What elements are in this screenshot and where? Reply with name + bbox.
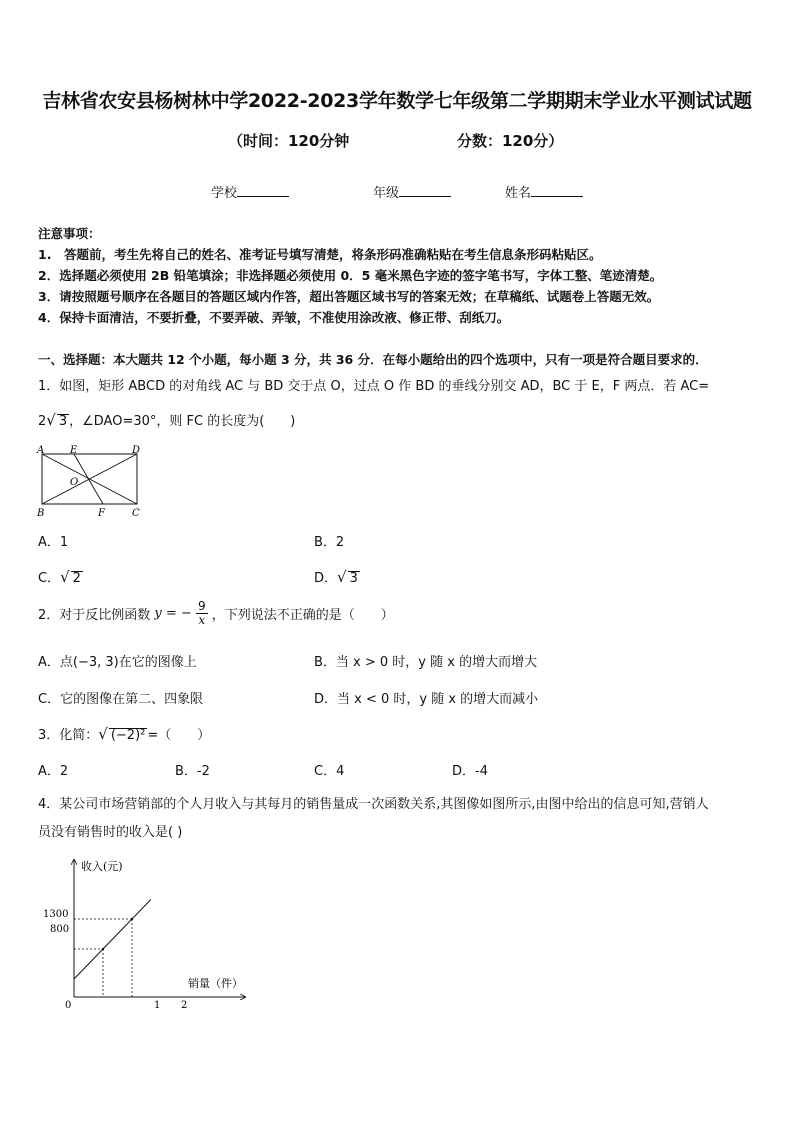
q3-stem-text: 3．化简： (38, 728, 99, 743)
q4-stem-line2: 员没有销售时的收入是( ) (38, 825, 183, 840)
q1-stem-line2 (38, 410, 295, 429)
sqrt-icon: √ (46, 411, 56, 429)
q1-option-c-label: C． (38, 571, 61, 586)
y-axis-label: 收入(元) (81, 860, 123, 873)
q2-option-d[interactable]: D．当 x < 0 时，y 随 x 的增大而减小 (314, 692, 539, 707)
exam-score: 分数：120分） (457, 132, 564, 150)
x-tick-label: 1 (154, 1000, 161, 1011)
label-a: A (37, 445, 45, 456)
q3-option-d[interactable]: D．-4 (452, 764, 488, 779)
sqrt-icon: √ (60, 568, 70, 586)
note-item: 3．请按照题号顺序在各题目的答题区域内作答，超出答题区域书写的答案无效；在草稿纸、试题卷上答题无效。 (38, 289, 660, 304)
name-field[interactable] (505, 182, 583, 201)
y-tick-label: 800 (50, 924, 70, 935)
name-label: 姓名 (505, 186, 532, 201)
school-blank[interactable] (237, 185, 289, 197)
q1-rectangle-figure (34, 443, 146, 519)
q2-fraction-num: 9 (197, 599, 206, 613)
q2-func-lhs: y = − (154, 606, 192, 621)
y-tick-label: 1300 (43, 909, 69, 920)
label-b: B (37, 508, 45, 519)
label-f: F (98, 508, 105, 519)
q1-option-a[interactable]: A．1 (38, 535, 69, 550)
q1-stem-line1: 1．如图，矩形 ABCD 的对角线 AC 与 BD 交于点 O，过点 O 作 BD 的垂线分别交 AD，BC 于 E，F 两点．若 AC= (38, 379, 710, 394)
q2-option-a[interactable]: A．点(−3, 3)在它的图像上 (38, 655, 197, 670)
q1-option-d-radicand: 3 (349, 571, 358, 586)
page-title: 吉林省农安县杨树林中学2022-2023学年数学七年级第二学期期末学业水平测试试题 (42, 90, 752, 112)
q2-fraction-den: x (198, 613, 206, 627)
label-e: E (70, 445, 78, 456)
q3-stem (38, 724, 210, 743)
exam-time: （时间：120分钟 (228, 132, 350, 150)
school-label: 学校 (211, 186, 238, 201)
name-blank[interactable] (531, 185, 583, 197)
q2-option-b[interactable]: B．当 x > 0 时，y 随 x 的增大而增大 (314, 655, 538, 670)
q2-fraction (196, 600, 208, 627)
q3-option-a[interactable]: A．2 (38, 764, 69, 779)
grade-blank[interactable] (399, 185, 451, 197)
q2-option-c[interactable]: C．它的图像在第二、四象限 (38, 692, 204, 707)
q3-radicand: (−2)² (110, 728, 146, 743)
q1-stem-tail: ，∠DAO=30°，则 FC 的长度为( ) (69, 414, 296, 429)
note-item: 4．保持卡面清洁，不要折叠，不要弄破、弄皱，不准使用涂改液、修正带、刮纸刀。 (38, 310, 510, 325)
q1-option-c[interactable] (38, 567, 83, 586)
data-point (131, 918, 133, 920)
school-field[interactable] (211, 182, 289, 201)
q1-radicand: 3 (58, 414, 68, 429)
x-tick-label: 0 (65, 1000, 72, 1011)
q1-option-c-radicand: 2 (72, 571, 81, 586)
label-o: O (70, 477, 79, 488)
q1-option-d-label: D． (314, 571, 338, 586)
label-c: C (132, 508, 140, 519)
q2-stem (38, 600, 394, 627)
section-heading: 一、选择题：本大题共 12 个小题，每小题 3 分，共 36 分．在每小题给出的四个选项中，只有一项是符合题目要求的． (38, 352, 708, 367)
note-item: 1. 答题前，考生先将自己的姓名、准考证号填写清楚，将条形码准确粘贴在考生信息条形码粘贴区。 (38, 247, 602, 262)
q3-option-c[interactable]: C．4 (314, 764, 345, 779)
note-item: 2．选择题必须使用 2B 铅笔填涂；非选择题必须使用 0．5 毫米黑色字迹的签字笔书写，字体工整、笔迹清楚。 (38, 268, 663, 283)
q3-tail: =（ ） (147, 728, 211, 743)
segment-ef (74, 454, 103, 504)
x-tick-label: 2 (181, 1000, 188, 1011)
q4-stem-line1: 4．某公司市场营销部的个人月收入与其每月的销售量成一次函数关系,其图像如图所示,由图中给出的信息可知,营销人 (38, 797, 709, 812)
sqrt-icon: √ (337, 568, 347, 586)
q1-option-b[interactable]: B．2 (314, 535, 345, 550)
q1-option-d[interactable] (314, 567, 360, 586)
q4-income-chart (40, 850, 255, 1020)
data-point (102, 948, 104, 950)
q1-coef: 2 (38, 414, 47, 429)
notes-heading: 注意事项： (38, 226, 101, 241)
x-axis-label: 销量（件） (188, 977, 243, 990)
grade-label: 年级 (373, 186, 400, 201)
sqrt-icon: √ (98, 725, 108, 743)
q3-option-b[interactable]: B．-2 (175, 764, 210, 779)
grade-field[interactable] (373, 182, 451, 201)
label-d: D (132, 445, 141, 456)
income-series-line (74, 900, 151, 980)
q2-stem-a: 2．对于反比例函数 (38, 608, 151, 623)
q2-stem-b: ，下列说法不正确的是（ ） (211, 608, 394, 623)
